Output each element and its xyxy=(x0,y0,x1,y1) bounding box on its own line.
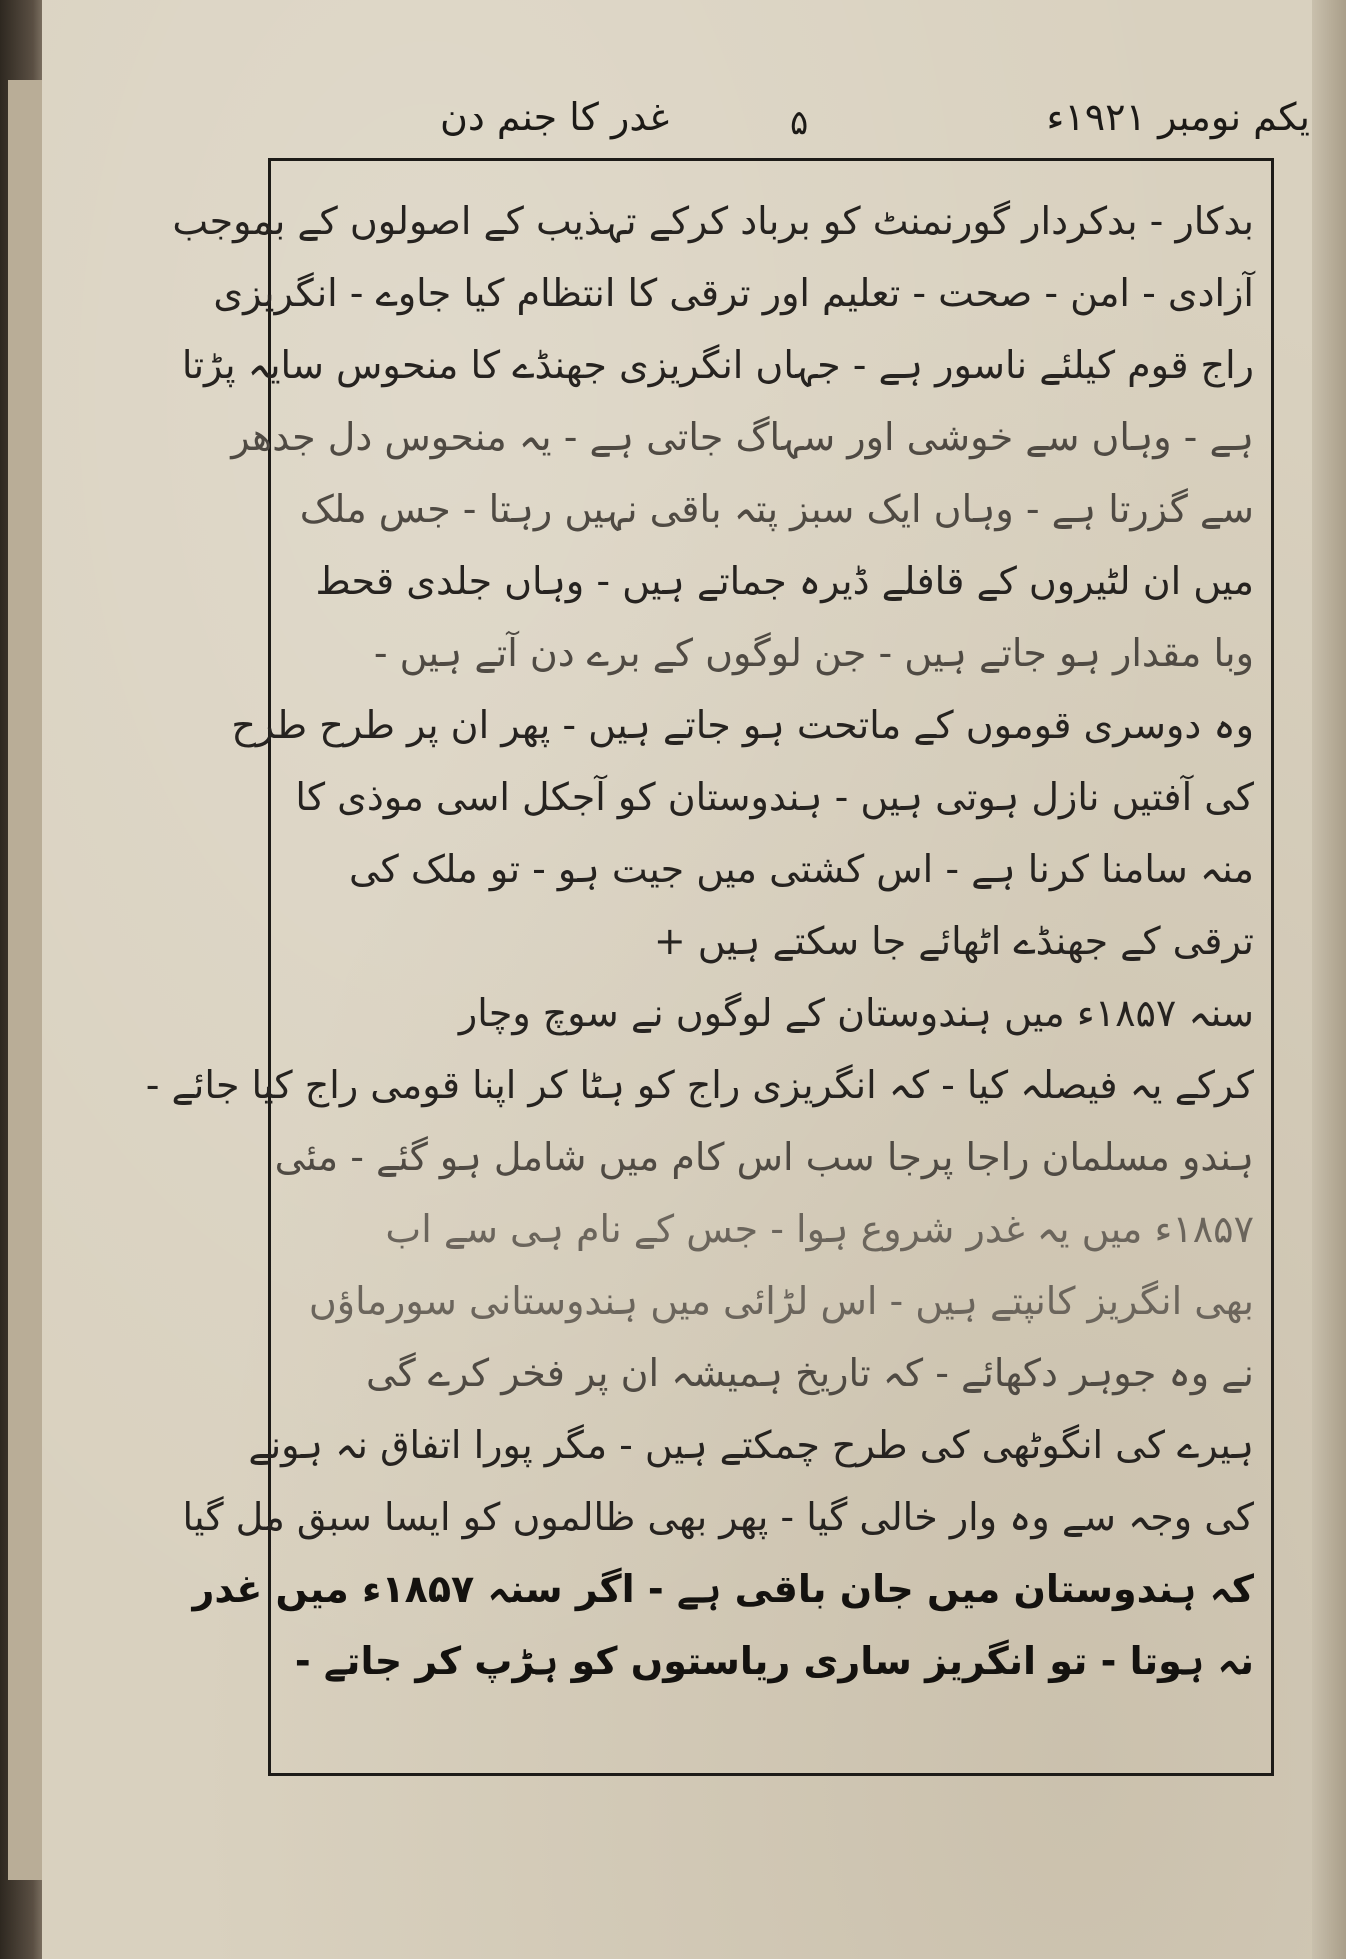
header-title: غدر کا جنم دن xyxy=(440,95,670,139)
body-text xyxy=(145,185,1254,1755)
text-line: وہ دوسری قوموں کے ماتحت ہو جاتے ہیں - پھر ان پر طرح طرح xyxy=(231,703,1254,747)
text-line: ۱۸۵۷ء میں یہ غدر شروع ہوا - جس کے نام ہی سے اب xyxy=(385,1207,1254,1251)
header-date: یکم نومبر ۱۹۲۱ء xyxy=(1046,95,1310,139)
text-line: ہے - وہاں سے خوشی اور سہاگ جاتی ہے - یہ منحوس دل جدھر xyxy=(231,415,1254,459)
text-line: نے وہ جوہر دکھائے - کہ تاریخ ہمیشہ ان پر فخر کرے گی xyxy=(365,1351,1254,1395)
text-line: ہندو مسلمان راجا پرجا سب اس کام میں شامل ہو گئے - مئی xyxy=(274,1135,1254,1179)
text-line: میں ان لٹیروں کے قافلے ڈیرہ جماتے ہیں - وہاں جلدی قحط xyxy=(315,559,1254,603)
text-line: کی وجہ سے وہ وار خالی گیا - پھر بھی ظالموں کو ایسا سبق مل گیا xyxy=(182,1495,1254,1539)
text-line: بھی انگریز کانپتے ہیں - اس لڑائی میں ہندوستانی سورماؤں xyxy=(308,1279,1254,1323)
text-line: نہ ہوتا - تو انگریز ساری ریاستوں کو ہڑپ کر جاتے - xyxy=(294,1639,1254,1683)
text-line: ترقی کے جھنڈے اٹھائے جا سکتے ہیں + xyxy=(653,919,1254,963)
text-line: راج قوم کیلئے ناسور ہے - جہاں انگریزی جھنڈے کا منحوس سایہ پڑتا xyxy=(181,343,1254,387)
text-line: منہ سامنا کرنا ہے - اس کشتی میں جیت ہو - تو ملک کی xyxy=(348,847,1254,891)
text-line: کرکے یہ فیصلہ کیا - کہ انگریزی راج کو ہٹا کر اپنا قومی راج کیا جائے - xyxy=(145,1063,1254,1107)
text-line: ہیرے کی انگوٹھی کی طرح چمکتے ہیں - مگر پورا اتفاق نہ ہونے xyxy=(248,1423,1254,1467)
page-number: ۵ xyxy=(790,103,809,143)
text-line: وبا مقدار ہو جاتے ہیں - جن لوگوں کے برے دن آتے ہیں - xyxy=(373,631,1254,675)
text-frame xyxy=(145,158,1274,1776)
page-header xyxy=(270,85,1310,155)
adjacent-page-edge xyxy=(1312,0,1346,1959)
text-line: سنہ ۱۸۵۷ء میں ہندوستان کے لوگوں نے سوچ وچار xyxy=(458,991,1254,1035)
text-line: کی آفتیں نازل ہوتی ہیں - ہندوستان کو آجکل اسی موذی کا xyxy=(295,775,1254,819)
text-line: بدکار - بدکردار گورنمنٹ کو برباد کرکے تہذیب کے اصولوں کے بموجب xyxy=(172,199,1254,243)
text-line: کہ ہندوستان میں جان باقی ہے - اگر سنہ ۱۸۵۷ء میں غدر xyxy=(192,1567,1254,1611)
text-line: سے گزرتا ہے - وہاں ایک سبز پتہ باقی نہیں رہتا - جس ملک xyxy=(299,487,1254,531)
text-line: آزادی - امن - صحت - تعلیم اور ترقی کا انتظام کیا جاوے - انگریزی xyxy=(213,271,1254,315)
